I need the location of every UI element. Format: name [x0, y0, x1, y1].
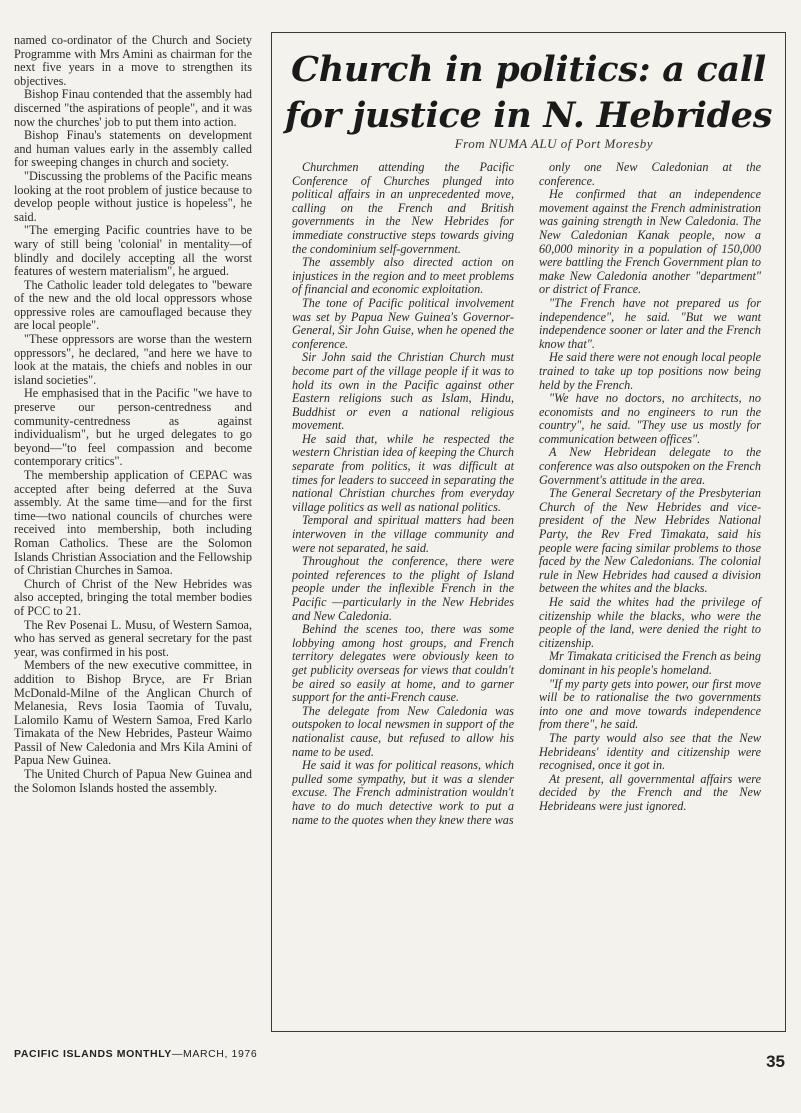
headline-line-1: Church in politics: a call — [291, 49, 766, 90]
paragraph: Bishop Finau's statements on development and human values early in the assembly called for sweeping changes in church and society. — [14, 128, 252, 170]
paragraph: The General Secretary of the Presbyterian Church of the New Hebrides and vice-president of the New Hebrides National Party, the Rev Fred Timakata, said his people were facing similar problems to those faced by the New Caledonians. The colonial rule in New Hebrides had caused a division between the whites and the blacks. — [539, 486, 761, 596]
article-byline: From NUMA ALU of Port Moresby — [454, 136, 653, 151]
page-footer — [14, 1048, 257, 1060]
paragraph: He said the whites had the privilege of citizenship while the blacks, who were the people of the land, were denied the right to citizenship. — [539, 595, 761, 650]
paragraph: Throughout the conference, there were pointed references to the plight of Island people under the inflexible French in the Pacific —particularly in the New Hebrides and New Caledonia. — [292, 554, 514, 623]
paragraph: "Discussing the problems of the Pacific means looking at the root problem of justice because to develop people without justice is hopeless", he said. — [14, 168, 252, 224]
paragraph: Mr Timakata criticised the French as being dominant in his people's homeland. — [539, 649, 761, 677]
paragraph: named co-ordinator of the Church and Society Programme with Mrs Amini as chairman for the next five years in a move to strengthen its objectives. — [14, 33, 252, 88]
paragraph: "We have no doctors, no architects, no economists and no engineers to run the country", he said. "They use us mostly for communication between offices". — [539, 391, 761, 446]
paragraph: Churchmen attending the Pacific Conference of Churches plunged into political affairs in an unprecedented move, calling on the French and British governments in the New Hebrides for immediate constructive steps towards giving the condominium self-government. — [292, 160, 514, 256]
issue-date: —MARCH, 1976 — [171, 1048, 258, 1060]
page-number: 35 — [766, 1052, 785, 1071]
paragraph: At present, all governmental affairs were decided by the French and the New Hebrideans were just ignored. — [539, 771, 761, 813]
paragraph: Church of Christ of the New Hebrides was also accepted, bringing the total member bodies of PCC to 21. — [14, 576, 252, 618]
paragraph: The assembly also directed action on injustices in the region and to meet problems of financial and economic exploitation. — [292, 255, 514, 297]
paragraph: The party would also see that the New Hebrideans' identity and citizenship were recognised, once it got in. — [539, 730, 761, 773]
paragraph: only one New Caledonian at the conference. — [539, 160, 761, 188]
paragraph: He confirmed that an independence movement against the French administration was gaining strength in New Caledonia. The New Caledonian Kanak people, now a 60,000 minority in a population of 150,000 were battling the French Government plan to make New Caledonia another "department" or district of France. — [539, 187, 761, 297]
paragraph: "These oppressors are worse than the western oppressors", he declared, "and here we have to look at the matais, the chiefs and nobles in our island societies". — [14, 332, 252, 387]
paragraph: He said there were not enough local people trained to take up top positions now being held by the French. — [539, 350, 761, 392]
paragraph: Behind the scenes too, there was some lobbying among host groups, and French territory delegates were obviously keen to get publicity overseas for views that couldn't be aired so easily at home, and to garner support for the anti-French cause. — [292, 622, 514, 705]
paragraph: Bishop Finau contended that the assembly had discerned "the aspirations of people", and it was now the churches' job to put them into action. — [14, 87, 252, 129]
paragraph: The membership application of CEPAC was accepted after being deferred at the Suva assembly. At the same time—and for the first time—two national councils of churches were received into membership, both including Roman Catholics. These are the Solomon Islands Christian Association and the Fellowship of Christian Churches in Samoa. — [14, 468, 252, 578]
paragraph: The Rev Posenai L. Musu, of Western Samoa, who has served as general secretary for the past year, was confirmed in his post. — [14, 617, 252, 659]
article-box — [271, 32, 786, 1032]
paragraph: He emphasised that in the Pacific "we have to preserve our person-centredness and community-centredness as against individualism", but he urged delegates to go beyond—"to feel compassion and become contemporary critics". — [14, 386, 252, 469]
article-headline — [272, 47, 785, 139]
paragraph: Temporal and spiritual matters had been interwoven in the village community and were not separated, he said. — [292, 513, 514, 555]
paragraph: Members of the new executive committee, in addition to Bishop Bryce, are Fr Brian McDonald-Milne of the Anglican Church of Melanesia, Revs Iosia Taomia of Tuvalu, Lalomilo Kamu of Western Samoa, Fred Karlo Timakata of the New Hebrides, Pasteur Waimo Passil of New Caledonia and Mrs Kila Amini of Papua New Guinea. — [14, 658, 252, 768]
paragraph: He said that, while he respected the western Christian idea of keeping the Church separate from politics, it was difficult at times for leaders to succeed in separating the national Christian churches from everyday village politics as well as national politics. — [292, 431, 514, 514]
left-column-text — [14, 34, 252, 795]
article-column-2 — [539, 161, 761, 814]
paragraph: "The emerging Pacific countries have to be wary of still being 'colonial' in mentality—of blindly and docilely accepting all the worst features of western materialism", he argued. — [14, 223, 252, 279]
paragraph: A New Hebridean delegate to the conference was also outspoken on the French Government's attitude in the area. — [539, 445, 761, 487]
paragraph: The tone of Pacific political involvement was set by Papua New Guinea's Governor-General, Sir John Guise, when he opened the conference. — [292, 295, 514, 351]
publication-name: PACIFIC ISLANDS MONTHLY — [14, 1048, 172, 1060]
paragraph: "If my party gets into power, our first move will be to rationalise the two governments into one and move towards independence from there", he said. — [539, 676, 761, 732]
paragraph: He said it was for political reasons, which pulled some sympathy, but it was a slender excuse. The French administration wouldn't have to do much detective work to put a name to the quotes when they knew there was — [292, 758, 514, 827]
headline-line-2: for justice in N. Hebrides — [284, 95, 773, 136]
paragraph: "The French have not prepared us for independence", he said. "But we want independence sooner or later and the French know that". — [539, 295, 761, 351]
paragraph: The United Church of Papua New Guinea and the Solomon Islands hosted the assembly. — [14, 767, 252, 795]
paragraph: Sir John said the Christian Church must become part of the village people if it was to hold its own in the Pacific against other Eastern religions such as Islam, Hindu, Buddhist or even a national religious movement. — [292, 350, 514, 433]
paragraph: The Catholic leader told delegates to "beware of the new and the old local oppressors whose oppressive roles are camouflaged because they are local people". — [14, 277, 252, 333]
article-column-1 — [292, 161, 514, 827]
paragraph: The delegate from New Caledonia was outspoken to local newsmen in support of the nationalist cause, but refused to allow his name to be used. — [292, 703, 514, 759]
